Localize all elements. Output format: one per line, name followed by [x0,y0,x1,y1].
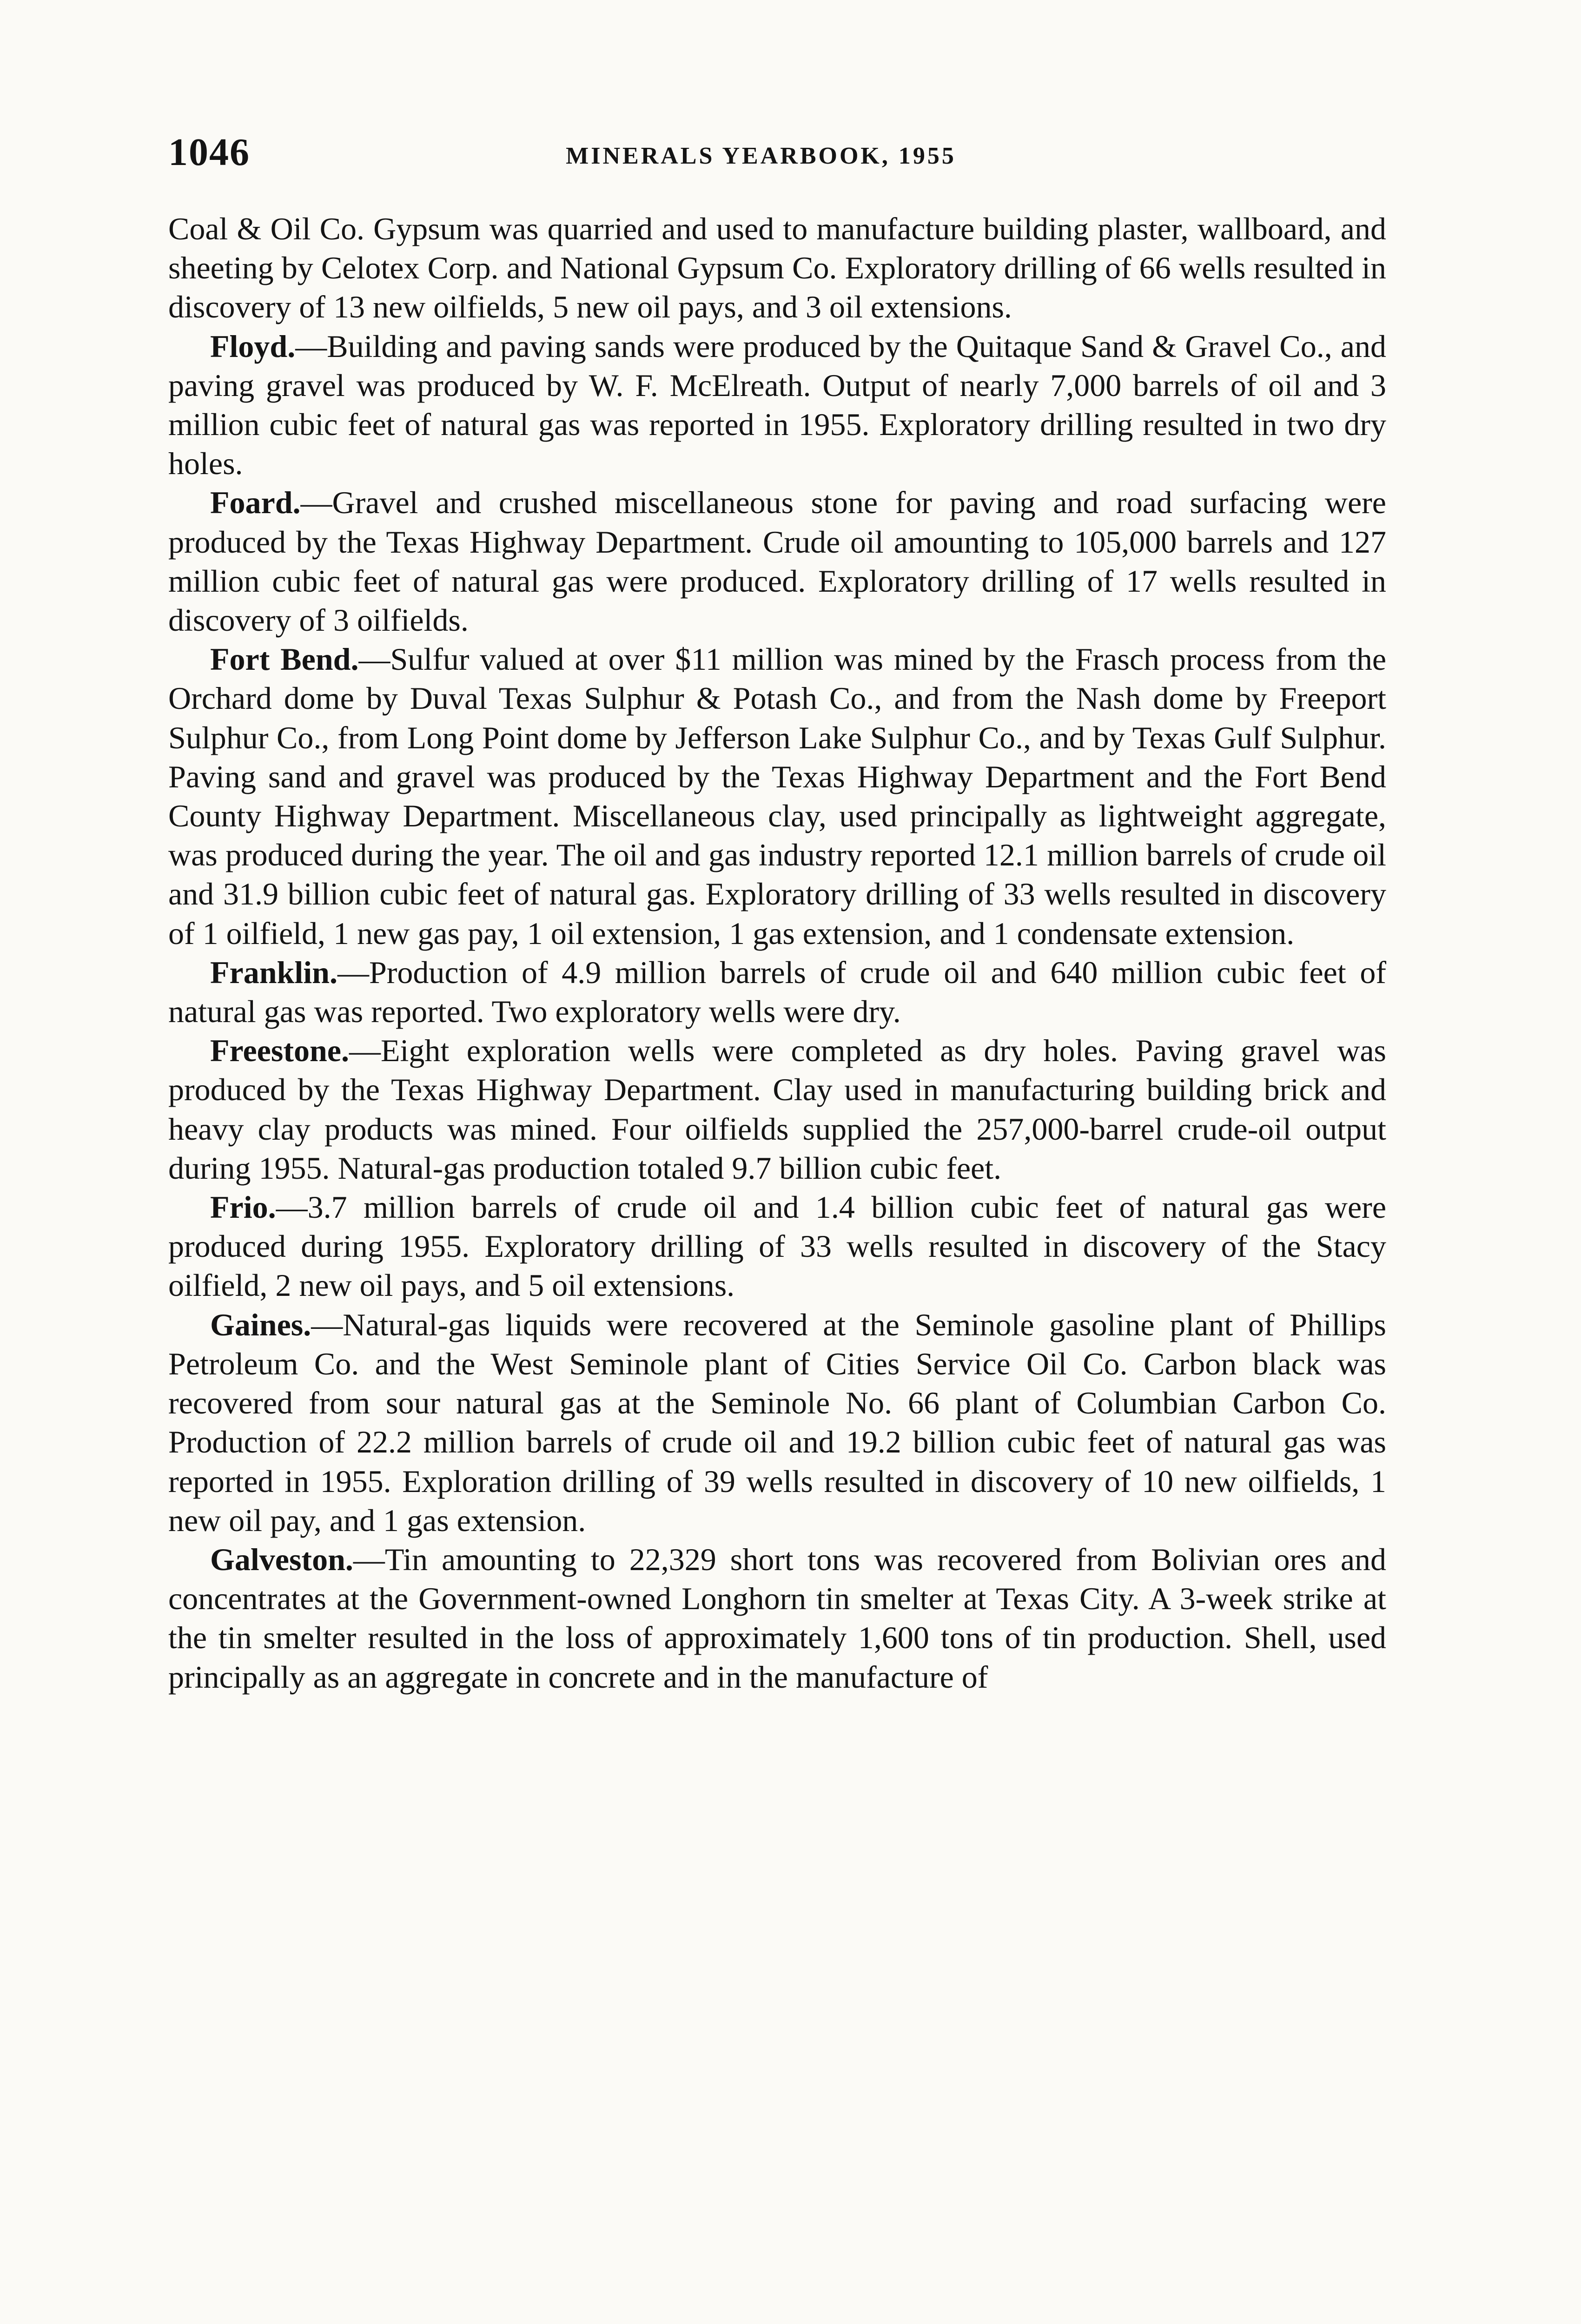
county-text: —Eight exploration wells were completed as dry holes. Paving gravel was produced by the Texas Highway Department. Clay used in manufacturing building brick and heavy clay products was mined. Four oilfields supplied the 257,000-barrel crude-oil output during 1955. Natural-gas production totaled 9.7 billion cubic feet. [168,1033,1386,1186]
county-heading: Freestone. [210,1033,349,1069]
county-text: —Gravel and crushed miscellaneous stone for paving and road surfacing were produced by the Texas Highway Department. Crude oil amounting to 105,000 barrels and 127 million cubic feet of natural gas were produced. Exploratory drilling of 17 wells resulted in discovery of 3 oilfields. [168,485,1386,638]
county-heading: Foard. [210,485,301,521]
county-heading: Gaines. [210,1307,311,1342]
page-header [168,125,1386,180]
county-text: —Natural-gas liquids were recovered at the Seminole gasoline plant of Phillips Petroleum Co. and the West Seminole plant of Cities Service Oil Co. Carbon black was recovered from sour natural gas at the Seminole No. 66 plant of Columbian Carbon Co. Production of 22.2 million barrels of crude oil and 19.2 billion cubic feet of natural gas was reported in 1955. Exploration drilling of 39 wells resulted in discovery of 10 new oilfields, 1 new oil pay, and 1 gas extension. [168,1307,1386,1538]
page-number: 1046 [168,131,250,174]
county-text: —3.7 million barrels of crude oil and 1.4 billion cubic feet of natural gas were produced during 1955. Exploratory drilling of 33 wells resulted in discovery of the Stacy oilfield, 2 new oil pays, and 5 oil extensions. [168,1189,1386,1303]
county-paragraph-fort-bend [168,640,1386,953]
county-paragraph-franklin [168,953,1386,1031]
body-text [168,209,1386,1697]
continuation-paragraph: Coal & Oil Co. Gypsum was quarried and used to manufacture building plaster, wallboard, and sheeting by Celotex Corp. and National Gypsum Co. Exploratory drilling of 66 wells resulted in discovery of 13 new oilfields, 5 new oil pays, and 3 oil extensions. [168,211,1386,325]
county-paragraph-freestone [168,1031,1386,1188]
county-text: —Sulfur valued at over $11 million was mined by the Frasch process from the Orchard dome by Duval Texas Sulphur & Potash Co., and from the Nash dome by Freeport Sulphur Co., from Long Point dome by Jefferson Lake Sulphur Co., and by Texas Gulf Sulphur. Paving sand and gravel was produced by the Texas Highway Department and the Fort Bend County Highway Department. Miscellaneous clay, used principally as lightweight aggregate, was produced during the year. The oil and gas industry reported 12.1 million barrels of crude oil and 31.9 billion cubic feet of natural gas. Exploratory drilling of 33 wells resulted in discovery of 1 oilfield, 1 new gas pay, 1 oil extension, 1 gas extension, and 1 condensate extension. [168,641,1386,951]
county-paragraph-gaines [168,1305,1386,1540]
county-paragraph-galveston [168,1540,1386,1697]
county-heading: Fort Bend. [210,641,359,677]
county-text: —Tin amounting to 22,329 short tons was recovered from Bolivian ores and concentrates at the Government-owned Longhorn tin smelter at Texas City. A 3-week strike at the tin smelter resulted in the loss of approximately 1,600 tons of tin production. Shell, used principally as an aggregate in concrete and in the manufacture of [168,1541,1386,1695]
county-text: —Building and paving sands were produced by the Quitaque Sand & Gravel Co., and paving gravel was produced by W. F. McElreath. Output of nearly 7,000 barrels of oil and 3 million cubic feet of natural gas was reported in 1955. Exploratory drilling resulted in two dry holes. [168,328,1386,482]
county-paragraph-foard [168,483,1386,640]
county-heading: Floyd. [210,328,296,364]
county-heading: Franklin. [210,954,337,990]
county-heading: Galveston. [210,1541,353,1577]
county-paragraph-frio [168,1188,1386,1305]
county-text: —Production of 4.9 million barrels of crude oil and 640 million cubic feet of natural gas was reported. Two exploratory wells were dry. [168,954,1386,1030]
county-paragraph-floyd [168,327,1386,483]
running-title: MINERALS YEARBOOK, 1955 [566,143,956,169]
county-heading: Frio. [210,1189,276,1225]
